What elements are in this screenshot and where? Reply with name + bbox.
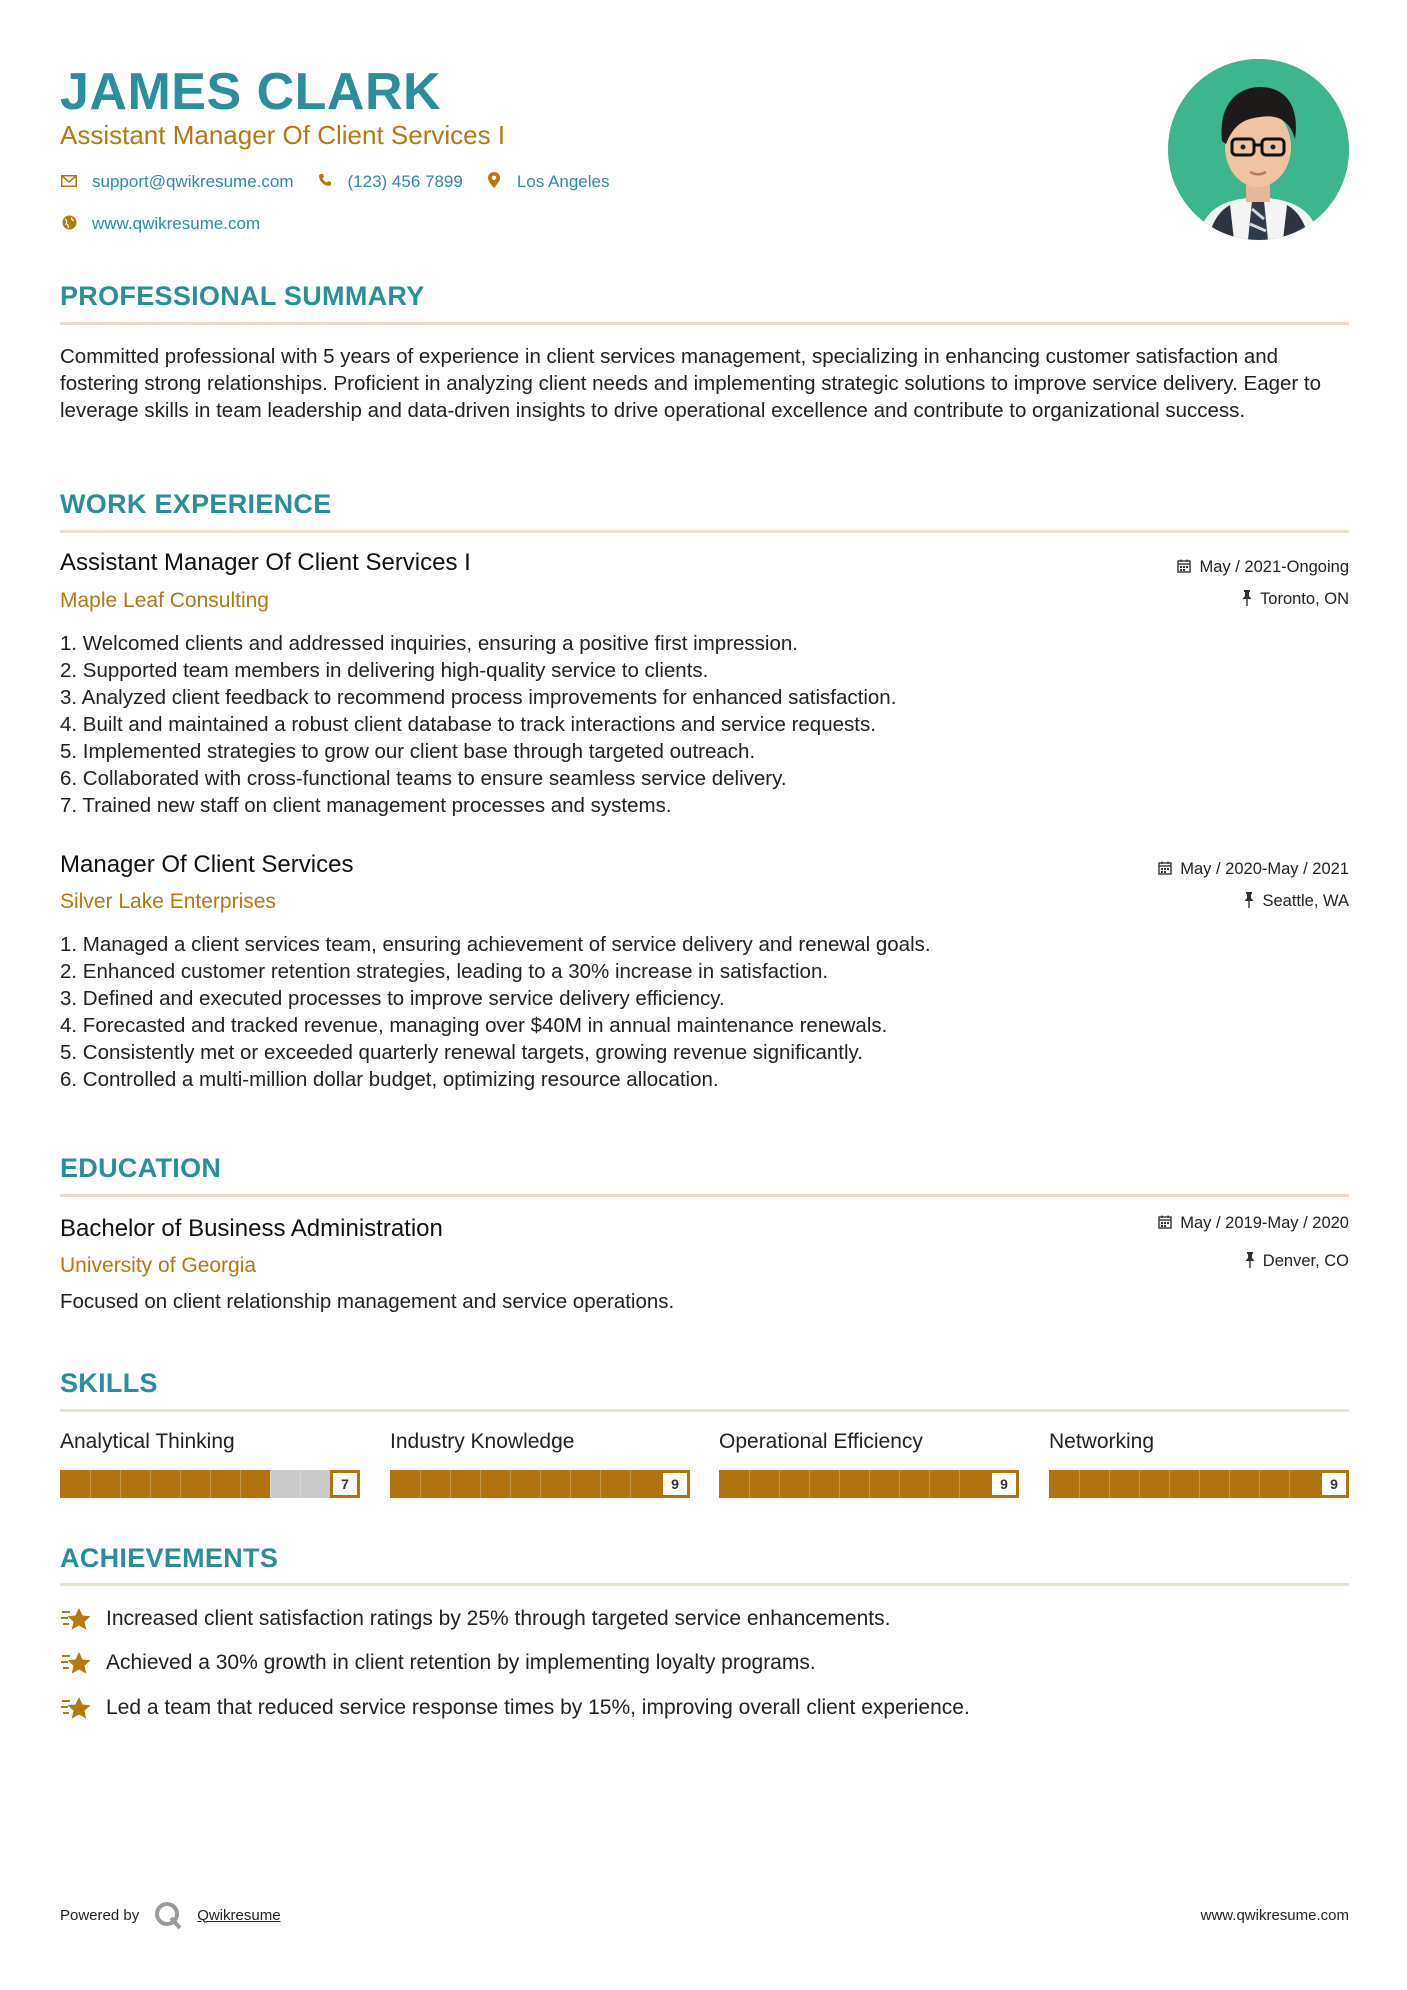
experience-divider: [60, 530, 1349, 533]
location-text: Los Angeles: [516, 172, 610, 191]
skills-divider: [60, 1409, 1349, 1412]
email-link[interactable]: support@qwikresume.com: [92, 172, 294, 191]
skill-bar: [1049, 1470, 1349, 1498]
skill-bar: [60, 1470, 360, 1498]
candidate-name: JAMES CLARK: [60, 63, 442, 121]
achievement-text: Led a team that reduced service response times by 15%, improving overall client experience.: [106, 1696, 970, 1719]
pushpin-icon: [1244, 892, 1254, 911]
job-location: [1244, 892, 1349, 911]
skill-segment: [270, 1470, 271, 1498]
job-dates-text: May / 2020-May / 2021: [1180, 860, 1349, 878]
skill-score: 7: [330, 1470, 360, 1498]
star-icon: [60, 1649, 92, 1677]
skills-heading: SKILLS: [60, 1368, 158, 1398]
skill-segment: [899, 1470, 900, 1498]
list-item: 1. Managed a client services team, ensuring achievement of service delivery and renewal goals.: [60, 933, 931, 956]
skill-segment: [839, 1470, 840, 1498]
skill-score: 9: [989, 1470, 1019, 1498]
skill-name: Networking: [1049, 1430, 1155, 1453]
list-item: 6. Controlled a multi-million dollar budget, optimizing resource allocation.: [60, 1068, 719, 1091]
skill-segment: [90, 1470, 91, 1498]
job-location: [1242, 590, 1349, 609]
achievement-text: Achieved a 30% growth in client retention by implementing loyalty programs.: [106, 1651, 816, 1674]
skill-segment: [240, 1470, 241, 1498]
candidate-title: Assistant Manager Of Client Services I: [60, 120, 506, 150]
achievement-item: [60, 1649, 816, 1677]
education-description: Focused on client relationship management and service operations.: [60, 1290, 675, 1313]
list-item: 4. Forecasted and tracked revenue, managing over $40M in annual maintenance renewals.: [60, 1014, 888, 1037]
job-title: Assistant Manager Of Client Services I: [60, 549, 471, 576]
skill-item: [719, 1430, 1019, 1498]
list-item: 2. Supported team members in delivering high-quality service to clients.: [60, 659, 709, 682]
skill-segment: [450, 1470, 451, 1498]
skill-track: [60, 1470, 360, 1498]
achievements-heading: ACHIEVEMENTS: [60, 1543, 279, 1573]
job-location-text: Toronto, ON: [1260, 590, 1349, 608]
education-location: [1245, 1252, 1349, 1271]
skill-segment: [1199, 1470, 1200, 1498]
footer-powered-by: [60, 1900, 281, 1930]
qwikresume-link[interactable]: Qwikresume: [197, 1906, 281, 1924]
contact-row-2: [60, 214, 268, 234]
education-heading: EDUCATION: [60, 1153, 222, 1183]
skill-segment: [809, 1470, 810, 1498]
achievement-text: Increased client satisfaction ratings by 25% through targeted service enhancements.: [106, 1607, 891, 1630]
job-company: Maple Leaf Consulting: [60, 589, 269, 612]
skill-segment: [1109, 1470, 1110, 1498]
job-dates: [1177, 558, 1349, 577]
education-dates-text: May / 2019-May / 2020: [1180, 1214, 1349, 1232]
skill-segment: [959, 1470, 960, 1498]
skill-segment: [210, 1470, 211, 1498]
skill-name: Industry Knowledge: [390, 1430, 575, 1453]
qwikresume-logo-icon: [153, 1900, 183, 1930]
skill-segment: [630, 1470, 631, 1498]
list-item: 3. Analyzed client feedback to recommend process improvements for enhanced satisfaction.: [60, 686, 897, 709]
skill-segment: [120, 1470, 121, 1498]
skill-segment: [600, 1470, 601, 1498]
job-bullets: [60, 630, 1350, 819]
phone-number[interactable]: (123) 456 7899: [347, 172, 463, 191]
skill-segment: [510, 1470, 511, 1498]
skill-segment: [480, 1470, 481, 1498]
skill-item: [60, 1430, 360, 1498]
powered-by-label: Powered by: [60, 1906, 140, 1924]
skill-score: 9: [660, 1470, 690, 1498]
skill-segment: [779, 1470, 780, 1498]
star-icon: [60, 1605, 92, 1633]
skill-fill: [60, 1470, 270, 1498]
contact-row-1: [60, 172, 617, 192]
achievements-divider: [60, 1583, 1349, 1586]
skill-name: Operational Efficiency: [719, 1430, 923, 1453]
skill-item: [390, 1430, 690, 1498]
skill-track: [1049, 1470, 1349, 1498]
skill-segment: [749, 1470, 750, 1498]
job-title: Manager Of Client Services: [60, 851, 354, 878]
skill-segment: [300, 1470, 301, 1498]
skill-segment: [1259, 1470, 1260, 1498]
skill-fill: [390, 1470, 660, 1498]
skill-fill: [719, 1470, 989, 1498]
achievement-item: [60, 1605, 890, 1633]
job-location-text: Seattle, WA: [1262, 892, 1349, 910]
skill-bar: [719, 1470, 1019, 1498]
job-dates-text: May / 2021-Ongoing: [1199, 558, 1349, 576]
skill-segment: [929, 1470, 930, 1498]
calendar-icon: [1158, 1215, 1172, 1232]
list-item: 5. Implemented strategies to grow our client base through targeted outreach.: [60, 740, 756, 763]
experience-heading: WORK EXPERIENCE: [60, 489, 332, 519]
degree-title: Bachelor of Business Administration: [60, 1215, 443, 1242]
map-pin-icon: [485, 172, 503, 192]
skill-segment: [869, 1470, 870, 1498]
calendar-icon: [1158, 861, 1172, 878]
list-item: 2. Enhanced customer retention strategies, leading to a 30% increase in satisfaction.: [60, 960, 829, 983]
education-location-text: Denver, CO: [1262, 1252, 1349, 1270]
skill-bar: [390, 1470, 690, 1498]
pushpin-icon: [1242, 590, 1252, 609]
summary-text: Committed professional with 5 years of experience in client services management, specializing in enhancing customer satisfaction and fostering strong relationships. Proficient in analyzing client needs and implementing strategic solutions to improve service delivery. Eager to leverage skills in team leadership and data-driven insights to drive operational excellence and contribute to organizational success.: [60, 345, 1322, 422]
skill-segment: [1289, 1470, 1290, 1498]
phone-icon: [316, 173, 334, 191]
skill-track: [719, 1470, 1019, 1498]
skill-segment: [1229, 1470, 1230, 1498]
education-divider: [60, 1194, 1349, 1197]
skill-name: Analytical Thinking: [60, 1430, 235, 1453]
skill-segment: [1139, 1470, 1140, 1498]
skill-track: [390, 1470, 690, 1498]
skill-segment: [540, 1470, 541, 1498]
list-item: 5. Consistently met or exceeded quarterly renewal targets, growing revenue significantly.: [60, 1041, 863, 1064]
education-dates: [1158, 1214, 1349, 1233]
skill-segment: [1169, 1470, 1170, 1498]
skill-segment: [570, 1470, 571, 1498]
job-bullets: [60, 931, 1350, 1093]
list-item: 6. Collaborated with cross-functional teams to ensure seamless service delivery.: [60, 767, 787, 790]
skill-fill: [1049, 1470, 1319, 1498]
skill-segment: [420, 1470, 421, 1498]
skill-item: [1049, 1430, 1349, 1498]
job-dates: [1158, 860, 1349, 879]
skill-segment: [180, 1470, 181, 1498]
footer-url[interactable]: www.qwikresume.com: [1200, 1907, 1349, 1924]
skill-score: 9: [1319, 1470, 1349, 1498]
star-icon: [60, 1694, 92, 1722]
skill-segment: [1079, 1470, 1080, 1498]
summary-heading: PROFESSIONAL SUMMARY: [60, 281, 425, 311]
list-item: 7. Trained new staff on client management processes and systems.: [60, 794, 672, 817]
envelope-icon: [60, 174, 78, 191]
calendar-icon: [1177, 559, 1191, 576]
skill-segment: [150, 1470, 151, 1498]
globe-icon: [60, 215, 78, 234]
pushpin-icon: [1245, 1252, 1255, 1271]
achievement-item: [60, 1694, 970, 1722]
school-name: University of Georgia: [60, 1254, 257, 1277]
list-item: 1. Welcomed clients and addressed inquiries, ensuring a positive first impression.: [60, 632, 798, 655]
website-link[interactable]: www.qwikresume.com: [92, 214, 261, 233]
summary-divider: [60, 322, 1349, 325]
list-item: 4. Built and maintained a robust client database to track interactions and service requests.: [60, 713, 876, 736]
profile-photo: [1168, 59, 1349, 240]
job-company: Silver Lake Enterprises: [60, 890, 276, 913]
list-item: 3. Defined and executed processes to improve service delivery efficiency.: [60, 987, 725, 1010]
